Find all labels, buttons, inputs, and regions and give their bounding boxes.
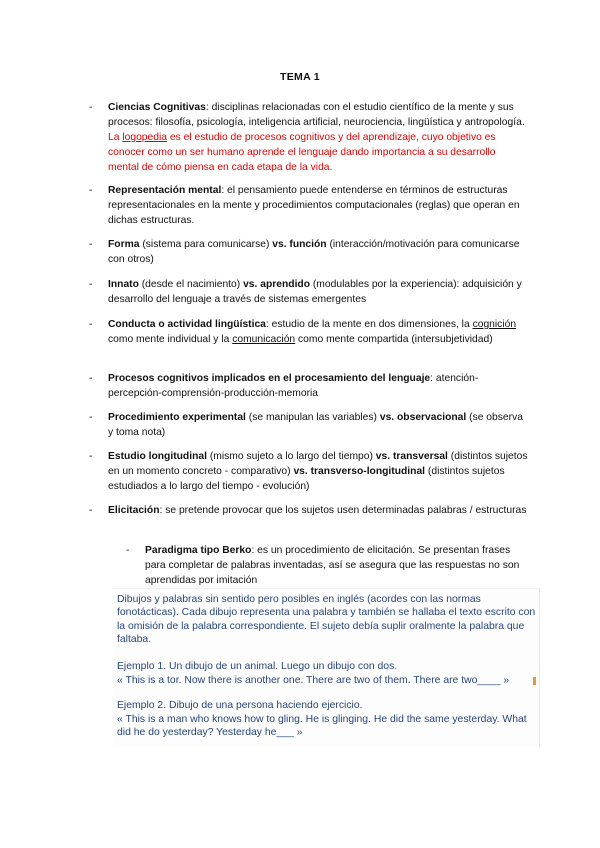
list-item-text: Innato (desde el nacimiento) vs. aprendido (modulables por la experiencia): adquisición y desarrollo del lenguaje a través de sistemas emergentes	[108, 279, 522, 305]
bullet-dash: -	[89, 279, 93, 290]
term-label: Procedimiento experimental	[108, 412, 246, 423]
list-item-text: Procedimiento experimental (se manipulan las variables) vs. observacional (se observa y toma nota)	[108, 412, 523, 438]
term-label: Elicitación	[108, 505, 160, 516]
underlined-term: logopedia	[122, 132, 167, 143]
underlined-term: cognición	[472, 319, 517, 330]
list-item-text	[108, 183, 528, 228]
term-label: Innato	[108, 279, 139, 290]
term-label: Paradigma tipo Berko	[145, 545, 252, 556]
list-item-text: Paradigma tipo Berko: es un procedimiento de elicitación. Se presentan frases para completar de palabras inventadas, así se asegura que las respuestas no son aprendidas por imitación	[145, 545, 520, 586]
bullet-dash: -	[89, 185, 93, 196]
term-label: vs. transversal	[375, 451, 448, 462]
term-label: vs. función	[272, 239, 327, 250]
example-1-title: Ejemplo 1. Un dibujo de un animal. Luego un dibujo con dos.	[117, 661, 398, 672]
list-item-text: Procesos cognitivos implicados en el procesamiento del lenguaje: atención-percepción-comprensión-producción-memoria	[108, 373, 479, 399]
term-label: Procesos cognitivos implicados en el procesamiento del lenguaje	[108, 373, 431, 384]
example-1-text: « This is a tor. Now there is another one. There are two of them. There are two____ »	[117, 675, 510, 686]
example-2-title: Ejemplo 2. Dibujo de una persona haciendo ejercicio.	[117, 700, 363, 711]
example-2-text: « This is a man who knows how to gling. He is glinging. He did the same yesterday. What did he do yesterday? Yesterday he___ »	[117, 714, 527, 739]
term-label: vs. observacional	[379, 412, 467, 423]
term-label: vs. transverso-longitudinal	[293, 466, 426, 477]
term-label: Representación mental	[108, 185, 222, 196]
list-item-text: Conducta o actividad lingüística: estudio de la mente en dos dimensiones, la cognición como mente individual y la comunicación como mente compartida (intersubjetividad)	[108, 319, 517, 345]
embedded-image	[113, 588, 540, 747]
bullet-dash: -	[89, 451, 93, 462]
image-intro-text: Dibujos y palabras sin sentido pero posibles en inglés (acordes con las normas fonotácticas). Cada dibujo representa una palabra y también se hallaba el texto escrito con la omisión de la palabra correspondiente. El sujeto debía suplir oralmente la palabra que faltaba.	[117, 594, 536, 645]
list-item-text: Forma (sistema para comunicarse) vs. función (interacción/motivación para comunicarse con otros)	[108, 239, 520, 265]
bullet-dash: -	[89, 319, 93, 330]
bullet-dash: -	[89, 412, 93, 423]
term-label: Ciencias Cognitivas	[108, 102, 206, 113]
list-item-text: Elicitación: se pretende provocar que los sujetos usen determinadas palabras / estructuras	[108, 505, 527, 516]
bullet-dash: -	[89, 102, 93, 113]
term-label: Forma	[108, 239, 140, 250]
term-label: vs. aprendido	[243, 279, 311, 290]
page-title: TEMA 1	[280, 71, 320, 83]
bullet-dash: -	[89, 239, 93, 250]
bullet-dash: -	[89, 505, 93, 516]
definition-text: : el pensamiento puede entenderse en términos de estructuras representacionales en la mente y procedimientos computacionales (reglas) que operan en dichas estructuras.	[108, 185, 520, 226]
bullet-dash: -	[89, 373, 93, 384]
decorative-mark	[533, 677, 536, 685]
highlighted-text: La logopedia es el estudio de procesos cognitivos y del aprendizaje, cuyo objetivo es conocer como un ser humano aprende el lenguaje dando importancia a su desarrollo mental de cómo piensa en cada etapa de la vida.	[108, 132, 496, 173]
bullet-dash: -	[126, 545, 130, 556]
term-label: Estudio longitudinal	[108, 451, 207, 462]
term-label: Conducta o actividad lingüística	[108, 319, 266, 330]
list-item-text	[108, 100, 528, 175]
list-item-text: Estudio longitudinal (mismo sujeto a lo largo del tiempo) vs. transversal (distintos sujetos en un momento concreto - comparativo) vs. transverso-longitudinal (distintos sujetos estudiados a lo largo del tiempo - evolución)	[108, 451, 528, 492]
underlined-term: comunicación	[232, 334, 296, 345]
definition-text: : disciplinas relacionadas con el estudio científico de la mente y sus procesos: filosofía, psicología, inteligencia artificial, neurociencia, lingüística y antropología.	[108, 102, 525, 128]
